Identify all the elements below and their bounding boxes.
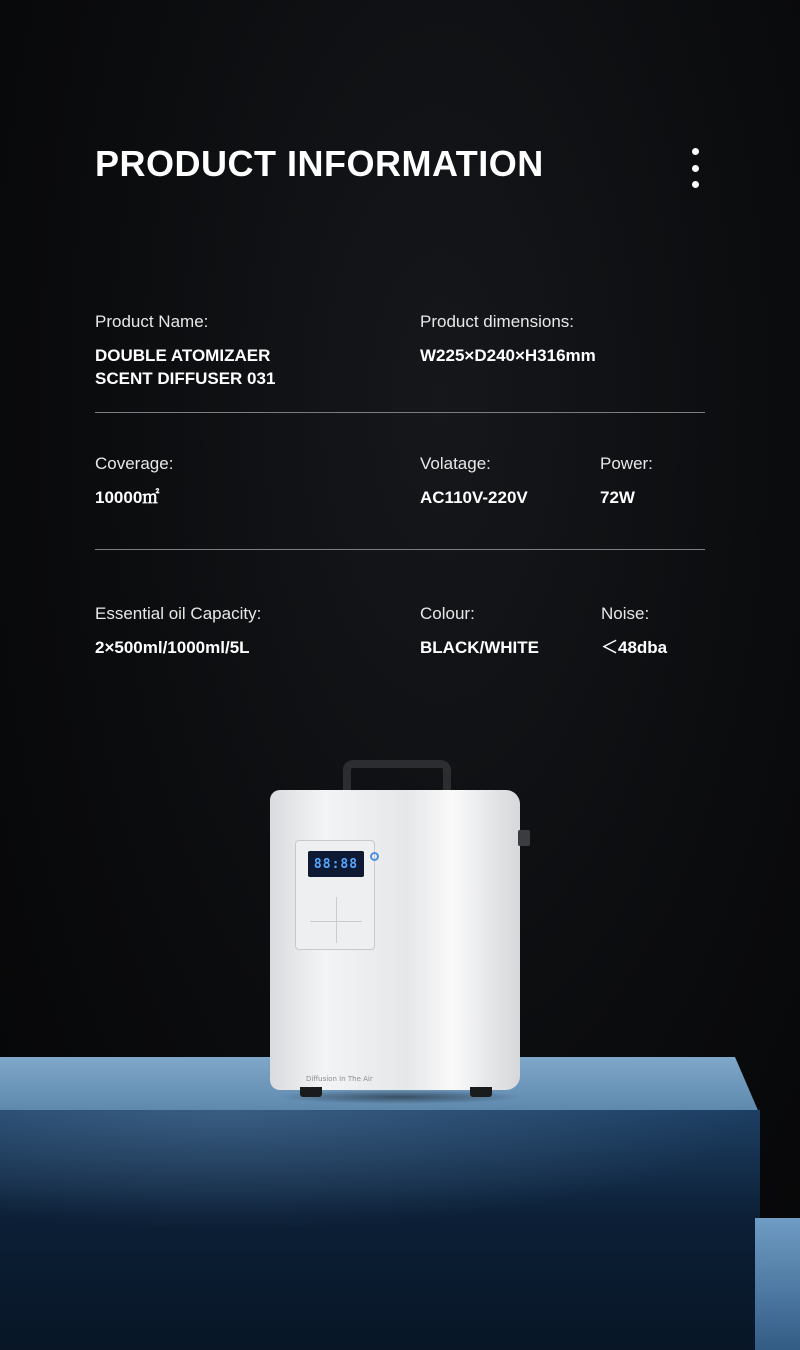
control-panel	[295, 840, 375, 950]
divider	[95, 549, 705, 550]
spec-value: ＜48dba	[601, 638, 668, 657]
spec-value: BLACK/WHITE	[420, 638, 539, 657]
device-foot	[470, 1087, 492, 1097]
panel-divider	[310, 921, 362, 922]
spec-coverage	[95, 454, 173, 509]
spec-oil-capacity	[95, 604, 261, 659]
spec-label: Noise:	[601, 604, 650, 623]
page-title: PRODUCT INFORMATION	[95, 143, 544, 184]
spec-value: AC110V-220V	[420, 488, 528, 507]
pedestal-reflection	[0, 1110, 760, 1230]
spec-noise	[601, 604, 667, 659]
spec-value: 10000㎡	[95, 488, 160, 507]
spec-power	[600, 454, 653, 509]
panel-divider	[336, 897, 337, 943]
device-body	[270, 790, 405, 1090]
spec-dimensions	[420, 312, 596, 367]
lcd-display: 88:88	[308, 851, 364, 877]
spec-label: Coverage:	[95, 454, 174, 473]
device-nozzle	[518, 830, 530, 846]
spec-label: Volatage:	[420, 454, 491, 473]
scent-diffuser-image	[270, 760, 540, 1100]
divider	[95, 412, 705, 413]
spec-label: Colour:	[420, 604, 475, 623]
menu-dot	[692, 148, 699, 155]
spec-voltage	[420, 454, 528, 509]
menu-dot	[692, 181, 699, 188]
device-foot	[300, 1087, 322, 1097]
device-tagline: Diffusion In The Air	[306, 1075, 373, 1083]
spec-product-name	[95, 312, 275, 390]
spec-value: 72W	[600, 488, 635, 507]
spec-label: Essential oil Capacity:	[95, 604, 262, 623]
menu-dot	[692, 165, 699, 172]
spec-value: 2×500ml/1000ml/5L	[95, 638, 250, 657]
power-indicator-icon	[370, 852, 379, 861]
spec-value: W225×D240×H316mm	[420, 346, 596, 365]
spec-value: DOUBLE ATOMIZAER SCENT DIFFUSER 031	[95, 346, 276, 388]
device-tank-cover	[398, 790, 520, 1090]
spec-label: Product Name:	[95, 312, 209, 331]
more-menu-icon[interactable]	[684, 148, 706, 188]
spec-label: Power:	[600, 454, 653, 473]
spec-label: Product dimensions:	[420, 312, 575, 331]
spec-colour	[420, 604, 539, 659]
pedestal-side	[755, 1218, 800, 1350]
